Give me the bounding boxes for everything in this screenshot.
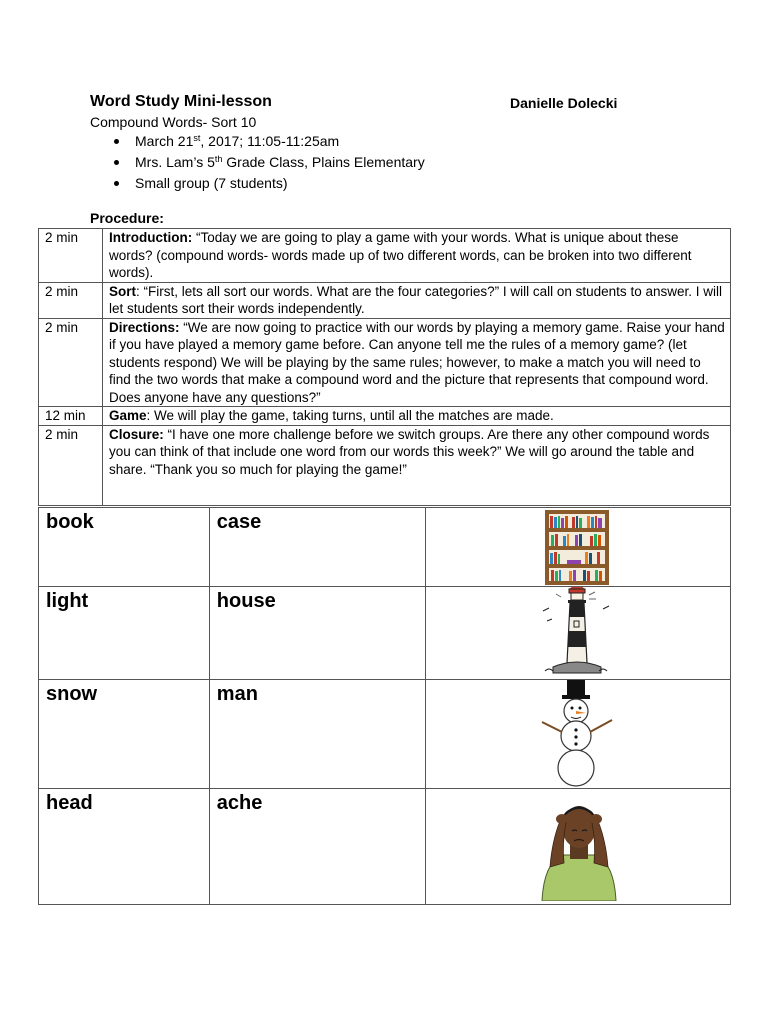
- author-name: Danielle Dolecki: [510, 95, 618, 111]
- second-word: case: [216, 511, 262, 533]
- second-word-cell: [209, 789, 425, 905]
- first-word: snow: [46, 683, 98, 705]
- row-content: Introduction: “Today we are going to play a game with your words. What is unique about these words? (compound words- words made up of two different words, can be broken into two different words).: [103, 229, 731, 283]
- snowman-icon: [538, 680, 618, 787]
- lighthouse-icon: [539, 587, 614, 677]
- detail-class: Mrs. Lam’s 5th Grade Class, Plains Elementary: [90, 152, 425, 173]
- first-word: light: [46, 590, 89, 612]
- lesson-details-list: [90, 131, 425, 194]
- word-row: [39, 587, 731, 680]
- second-word: ache: [216, 792, 263, 814]
- procedure-row: [39, 318, 731, 407]
- first-word-cell: [39, 789, 210, 905]
- word-row: [39, 680, 731, 789]
- row-time: 2 min: [39, 318, 103, 407]
- picture-cell: [425, 508, 730, 587]
- headache-icon: [536, 797, 622, 901]
- word-row: [39, 508, 731, 587]
- row-time: 2 min: [39, 282, 103, 318]
- second-word-cell: [209, 508, 425, 587]
- picture-cell: [425, 680, 730, 789]
- second-word-cell: [209, 680, 425, 789]
- second-word: house: [216, 590, 276, 612]
- row-time: 2 min: [39, 425, 103, 505]
- first-word-cell: [39, 508, 210, 587]
- procedure-row: [39, 425, 731, 505]
- row-content: Game: We will play the game, taking turns, until all the matches are made.: [103, 407, 731, 426]
- first-word: head: [46, 792, 93, 814]
- word-row: [39, 789, 731, 905]
- first-word-cell: [39, 587, 210, 680]
- detail-date: March 21st, 2017; 11:05-11:25am: [90, 131, 425, 152]
- procedure-row: [39, 282, 731, 318]
- bullet-icon: [114, 139, 119, 144]
- word-card-table: [38, 507, 731, 905]
- detail-group: Small group (7 students): [90, 173, 425, 194]
- first-word-cell: [39, 680, 210, 789]
- picture-cell: [425, 789, 730, 905]
- row-time: 2 min: [39, 229, 103, 283]
- lesson-subtitle: Compound Words- Sort 10: [90, 114, 257, 130]
- bullet-icon: [114, 181, 119, 186]
- second-word-cell: [209, 587, 425, 680]
- first-word: book: [46, 511, 94, 533]
- bullet-icon: [114, 160, 119, 165]
- procedure-table: [38, 228, 731, 506]
- row-time: 12 min: [39, 407, 103, 426]
- procedure-row: [39, 229, 731, 283]
- bookcase-icon: [545, 510, 609, 585]
- second-word: man: [216, 683, 258, 705]
- row-content: Closure: “I have one more challenge before we switch groups. Are there any other compound words you can think of that include one word from our words this week?” We will go around the table and share. “Thank you so much for playing the game!”: [103, 425, 731, 505]
- row-content: Directions: “We are now going to practice with our words by playing a memory game. Raise your hand if you have played a memory game before. Can anyone tell me the rules of a memory game? (let students respond) We will be playing by the same rules; however, to make a match you will need to find the two words that make a compound word and the picture that represents that compound word. Does anyone have any questions?”: [103, 318, 731, 407]
- procedure-row: [39, 407, 731, 426]
- procedure-heading: Procedure:: [90, 210, 164, 226]
- picture-cell: [425, 587, 730, 680]
- document-title: Word Study Mini-lesson: [90, 93, 272, 110]
- row-content: Sort: “First, lets all sort our words. What are the four categories?” I will call on students to answer. I will let students sort their words independently.: [103, 282, 731, 318]
